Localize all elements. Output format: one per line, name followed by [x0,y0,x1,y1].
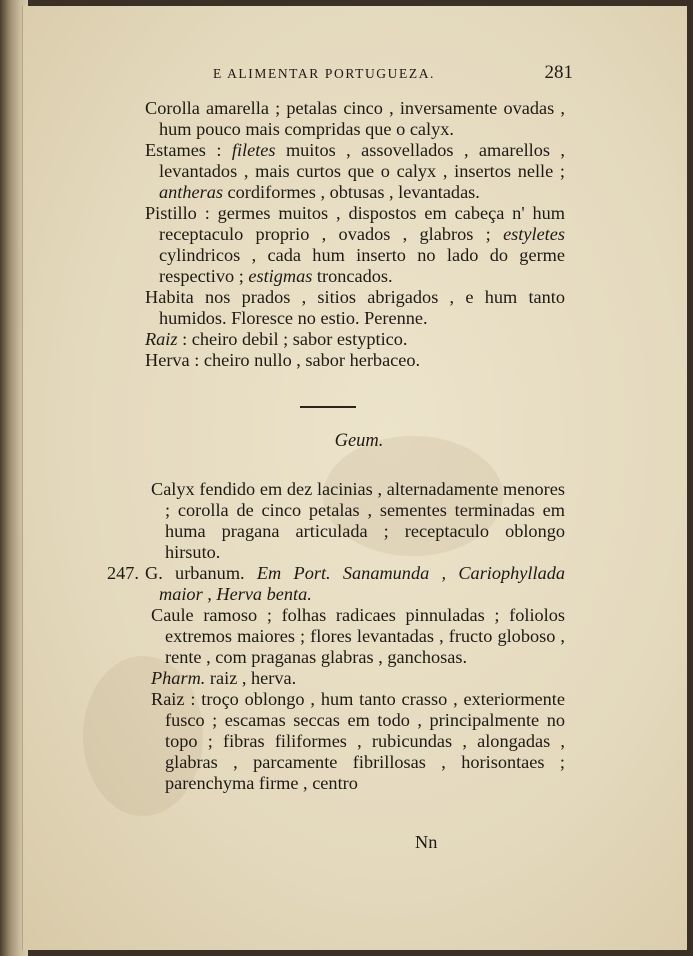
raiz-paragraph [145,329,565,350]
pharm-label: Pharm. [151,668,206,688]
caule-paragraph: Caule ramoso ; folhas radicaes pinnuladas ; foliolos extremos maiores ; flores levantadas , fructo globoso , rente , com praganas glabras , ganchosas. [151,605,565,667]
estames-paragraph [145,140,565,203]
raiz-species-paragraph: Raiz : troço oblongo , hum tanto crasso , exteriormente fusco ; escamas seccas em todo , principalmente no topo ; fibras filiformes , rubicundas , alongadas , glabras , parcamente fibrillosas , horisontaes ; parenchyma firme , centro [151,689,565,793]
estames-text: : [205,140,232,160]
running-title: E ALIMENTAR PORTUGUEZA. [213,66,436,81]
divider-rule [300,406,356,408]
section-divider [145,395,565,419]
raiz-label: Raiz [145,329,178,349]
habita-paragraph: Habita nos prados , sitios abrigados , e hum tanto humidos. Floresce no estio. Perenne. [145,287,565,328]
pistillo-label: Pistillo [145,203,197,223]
species-name: G. urbanum. [145,563,257,583]
book-page [22,6,687,950]
vernacular-label: Em Port. [256,563,331,583]
genus-description: Calyx fendido em dez lacinias , alternadamente menores ; corolla de cinco petalas , sementes terminadas em huma pragana articulada ; receptaculo oblongo hirsuto. [151,479,565,562]
pistillo-paragraph [145,203,565,287]
pistillo-text: troncados. [312,266,393,286]
herva-paragraph: Herva : cheiro nullo , sabor herbaceo. [145,350,421,370]
species-number: 247. [107,563,139,583]
estames-term: filetes [231,140,276,160]
pistillo-text: : germes muitos , dispostos em cabeça n' hum receptaculo proprio , ovados , glabros ; [159,203,565,244]
corolla-paragraph [145,98,565,140]
raiz-text: : cheiro debil ; sabor estyptico. [177,329,408,349]
pharm-text: raiz , herva. [205,668,297,688]
corolla-text: amarella ; petalas cinco , inversamente ovadas , hum pouco mais compridas que o calyx. [159,98,565,139]
page-header [213,62,573,88]
pharm-paragraph [151,668,565,689]
species-entry [107,563,566,605]
signature-mark: Nn [415,832,438,852]
estames-text: cordiformes , obtusas , levantadas. [222,182,480,202]
estames-label: Estames [145,140,206,160]
corolla-label: Corolla [145,98,200,118]
pistillo-term: estigmas [248,266,313,286]
page-number: 281 [544,62,573,83]
estames-term: antheras [159,182,223,202]
page-body [107,98,566,794]
vernacular-names: Sanamunda , Cariophyllada maior , Herva benta. [159,563,566,604]
pistillo-term: estyletes [503,224,565,244]
genus-heading: Geum. [334,431,384,451]
pistillo-text: cylindricos , cada hum inserto no lado do germe respectivo ; [159,245,565,286]
estames-text: muitos , assovellados , amarellos , levantados , mais curtos que o calyx , insertos nelle ; [159,140,565,181]
